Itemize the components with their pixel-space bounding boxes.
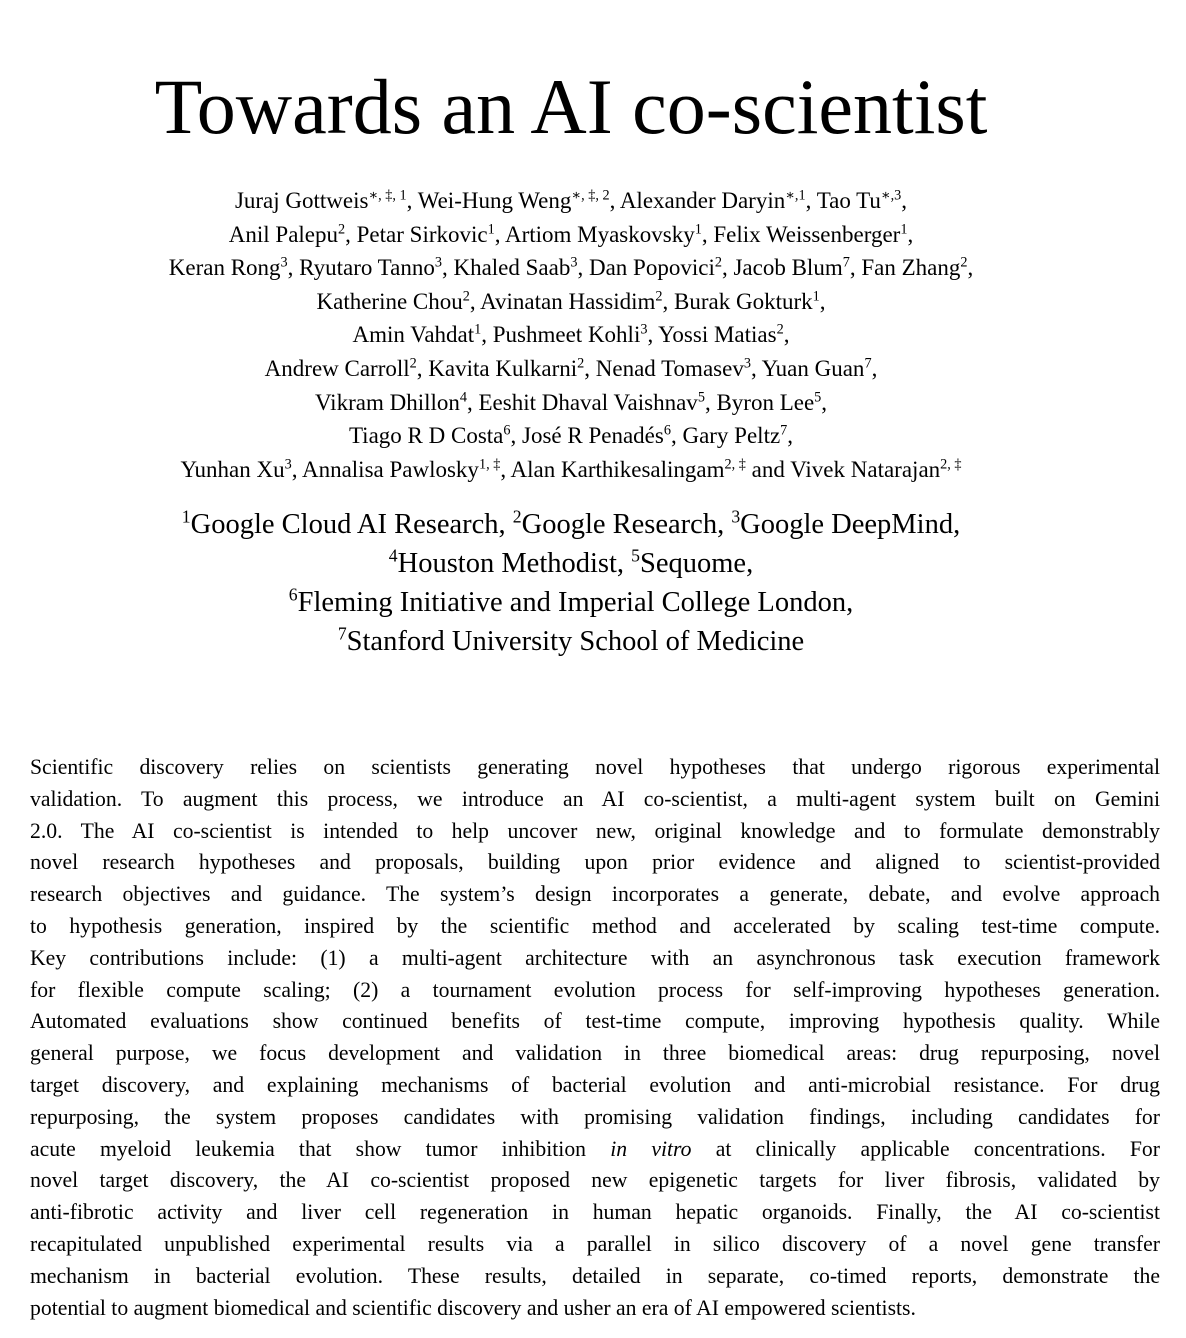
abstract-line: research objectives and guidance. The system’s design incorporates a generate, debate, and evolve approach [30,882,1160,907]
author-name: Alexander Daryin [619,188,786,213]
author-name: Keran Rong [168,255,281,281]
affiliation-number: 5 [631,545,640,566]
author-affiliation-marker: 7 [842,254,850,271]
author-affiliation-marker: 3 [640,321,648,338]
author-line [0,184,1142,218]
author-separator: , [467,389,479,415]
author-name: Petar Sirkovic [356,221,488,247]
author-separator: , [750,355,762,381]
abstract-line: target discovery, and explaining mechanisms of bacterial evolution and anti-microbial resistance. For drug [30,1072,1160,1097]
author-affiliation-marker: 4 [459,388,467,405]
author-separator: , [849,255,862,281]
author-name: Eeshit Dhaval Vaishnav [478,389,698,415]
abstract-line: Key contributions include: (1) a multi-agent architecture with an asynchronous task execution framework [30,945,1160,970]
author-separator: , [721,255,734,281]
author-name: Alan Karthikesalingam [510,456,725,482]
author-separator: , [670,423,683,449]
affiliation-name: Sequome [640,548,747,579]
author-name: Andrew Carroll [264,355,410,381]
abstract-line: novel target discovery, the AI co-scientist proposed new epigenetic targets for liver fibrosis, validated by [30,1168,1160,1193]
affiliation-name: Fleming Initiative and Imperial College London [297,587,847,618]
affiliation-name: Google Research [521,509,718,540]
author-separator: , [805,188,817,213]
affiliation-line [0,544,1142,583]
abstract-line: novel research hypotheses and proposals, building upon prior evidence and aligned to scientist-provided [30,850,1160,875]
author-affiliation-marker: 2 [338,220,346,237]
author-separator: , [819,288,826,314]
author-name: Avinatan Hassidim [480,288,656,314]
author-affiliation-marker: 2, ‡ [940,456,962,473]
affiliation-number: 6 [288,584,298,605]
author-separator: , [783,322,790,348]
author-line [0,218,1142,252]
author-name: Amin Vahdat [352,322,475,348]
author-affiliation-marker: 1 [812,288,820,305]
author-name: Dan Popovici [588,255,715,281]
author-affiliation-marker: 5 [814,388,822,405]
author-name: Felix Weissenberger [713,221,901,247]
author-separator: , [500,456,511,482]
author-name: Fan Zhang [861,255,961,281]
author-name: Jacob Blum [733,255,843,281]
author-affiliation-marker: 1 [474,321,482,338]
affiliation-line [0,622,1142,661]
author-name: Yossi Matias [658,322,777,348]
affiliation-number: 4 [388,545,398,566]
author-name: José R Penadés [522,423,664,449]
affiliation-name: Google DeepMind [740,509,954,540]
author-affiliation-marker: ∗, ‡, 1 [368,187,407,204]
author-separator: and [745,456,791,482]
author-affiliation-marker: 1 [487,220,495,237]
author-line [0,251,1142,285]
affiliation-number: 1 [181,506,191,527]
author-separator: , [662,288,674,314]
affiliation-number: 3 [731,506,741,527]
author-name: Kavita Kulkarni [428,355,578,381]
author-affiliation-marker: ∗, ‡, 2 [571,187,610,204]
author-name: Wei-Hung Weng [417,188,572,213]
abstract-line: recapitulated unpublished experimental results via a parallel in silico discovery of a novel gene transfer [30,1231,1160,1256]
author-list [0,184,1142,486]
affiliation-name: Google Cloud AI Research [190,509,499,540]
affiliation-name: Houston Methodist [397,548,617,579]
affiliation-line [0,505,1142,544]
author-name: Anil Palepu [228,221,339,247]
abstract-line: to hypothesis generation, inspired by the scientific method and accelerated by scaling test-time compute. [30,913,1160,938]
author-affiliation-marker: 2 [960,254,968,271]
abstract-line: potential to augment biomedical and scientific discovery and usher an era of AI empowered scientists. [30,1295,916,1320]
author-name: Nenad Tomasev [595,355,744,381]
author-name: Annalisa Pawlosky [301,456,479,482]
author-affiliation-marker: 2 [776,321,784,338]
abstract-line: mechanism in bacterial evolution. These results, detailed in separate, co-timed reports, demonstrate the [30,1263,1160,1288]
affiliation-number: 2 [512,506,522,527]
author-line [0,318,1142,352]
author-line [0,419,1142,453]
author-separator: , [701,221,714,247]
author-line [0,453,1142,487]
author-affiliation-marker: 2 [577,355,585,372]
affiliation-separator: , [498,509,513,540]
affiliation-number: 7 [337,623,347,644]
author-name: Artiom Myaskovsky [504,221,695,247]
paper-title: Towards an AI co-scientist [154,63,988,150]
author-separator: , [291,456,302,482]
author-affiliation-marker: 6 [663,422,671,439]
author-name: Vivek Natarajan [790,456,941,482]
author-name: Pushmeet Kohli [492,322,641,348]
author-affiliation-marker: 2 [655,288,663,305]
affiliation-separator: , [846,587,854,618]
author-name: Byron Lee [716,389,815,415]
abstract-line [30,1134,1160,1166]
author-affiliation-marker: 7 [780,422,788,439]
abstract-line: anti-fibrotic activity and liver cell regeneration in human hepatic organoids. Finally, the AI co-scientist [30,1200,1160,1225]
author-affiliation-marker: 2, ‡ [724,456,746,473]
author-separator: , [469,288,481,314]
author-separator: , [901,188,908,213]
author-separator: , [907,221,914,247]
author-name: Katherine Chou [316,288,463,314]
author-separator: , [584,355,596,381]
abstract-line: general purpose, we focus development and validation in three biomedical areas: drug repurposing, novel [30,1041,1160,1066]
author-separator: , [609,188,620,213]
author-name: Burak Gokturk [674,288,813,314]
abstract-line: 2.0. The AI co-scientist is intended to help uncover new, original knowledge and to formulate demonstrably [30,818,1160,843]
author-affiliation-marker: 1 [900,220,908,237]
author-separator: , [510,423,522,449]
affiliation-name: Stanford University School of Medicine [346,626,805,657]
author-affiliation-marker: 1, ‡ [478,456,501,473]
affiliation-list [0,505,1142,661]
author-line [0,352,1142,386]
abstract-text: at clinically applicable concentrations. For [691,1136,1160,1161]
author-separator: , [577,255,589,281]
author-separator: , [406,188,418,213]
author-affiliation-marker: 3 [280,254,288,271]
author-name: Tao Tu [816,188,881,213]
abstract [30,752,1160,1324]
author-affiliation-marker: 2 [714,254,722,271]
author-separator: , [481,322,493,348]
author-line [0,386,1142,420]
author-name: Yunhan Xu [180,456,285,482]
affiliation-separator: , [616,548,632,579]
author-name: Tiago R D Costa [348,423,504,449]
author-name: Vikram Dhillon [314,389,460,415]
author-affiliation-marker: 2 [409,355,417,372]
author-separator: , [871,355,878,381]
abstract-line: Scientific discovery relies on scientists generating novel hypotheses that undergo rigorous experimental [30,755,1160,779]
author-separator: , [967,255,974,281]
abstract-line: validation. To augment this process, we introduce an AI co-scientist, a multi-agent system built on Gemini [30,786,1160,811]
author-separator: , [821,389,828,415]
author-separator: , [416,355,429,381]
author-affiliation-marker: 3 [284,456,292,473]
affiliation-separator: , [746,548,754,579]
author-name: Yuan Guan [761,355,865,381]
author-name: Juraj Gottweis [234,188,369,213]
author-affiliation-marker: 3 [434,254,442,271]
author-affiliation-marker: ∗,3 [880,187,902,204]
author-affiliation-marker: 6 [503,422,511,439]
author-affiliation-marker: 3 [570,254,578,271]
abstract-text: acute myeloid leukemia that show tumor inhibition [30,1136,611,1161]
author-affiliation-marker: 5 [697,388,705,405]
author-name: Gary Peltz [682,423,781,449]
author-separator: , [287,255,300,281]
author-affiliation-marker: 1 [694,220,702,237]
affiliation-separator: , [717,509,732,540]
abstract-italic-text: in vitro [610,1136,692,1161]
abstract-line: Automated evaluations show continued benefits of test-time compute, improving hypothesis quality. While [30,1009,1160,1034]
author-name: Khaled Saab [453,255,571,281]
author-affiliation-marker: 3 [743,355,751,372]
author-affiliation-marker: ∗,1 [785,187,806,204]
author-separator: , [647,322,659,348]
affiliation-line [0,583,1142,622]
author-separator: , [787,423,794,449]
author-name: Ryutaro Tanno [299,255,435,281]
author-separator: , [345,221,357,247]
affiliation-separator: , [953,509,961,540]
abstract-line: repurposing, the system proposes candidates with promising validation findings, including candidates for [30,1104,1160,1129]
author-affiliation-marker: 7 [864,355,872,372]
author-line [0,285,1142,319]
abstract-line: for flexible compute scaling; (2) a tournament evolution process for self-improving hypotheses generation. [30,977,1160,1002]
author-separator: , [494,221,505,247]
author-separator: , [704,389,717,415]
author-separator: , [441,255,454,281]
author-affiliation-marker: 2 [462,288,470,305]
